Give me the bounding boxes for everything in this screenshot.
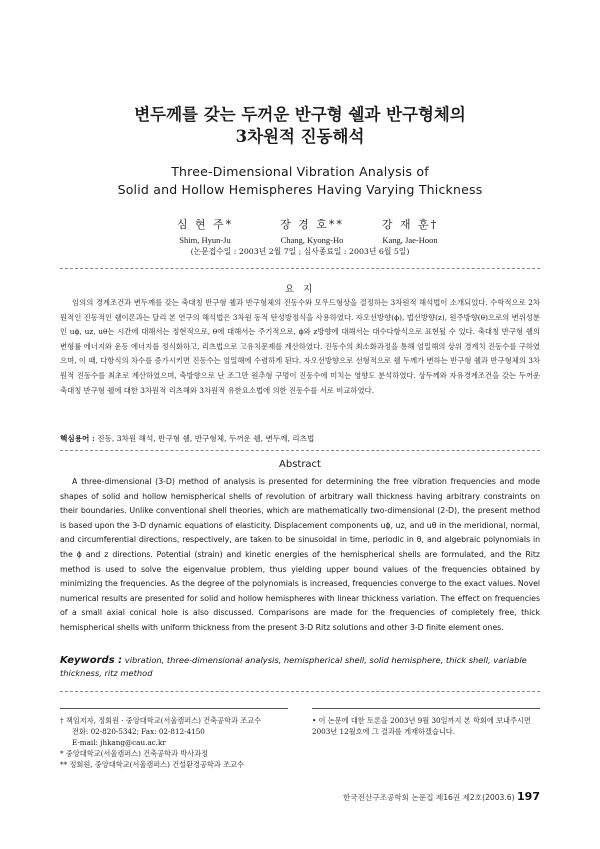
- keywords-korean-list: 진동, 3차원 해석, 반구형 쉘, 반구형체, 두꺼운 쉘, 변두께, 리츠법: [97, 434, 315, 443]
- footnote-corresponding-author: † 책임저자, 정회원 · 중앙대학교(서울캠퍼스) 건축공학과 조교수: [60, 716, 262, 725]
- journal-name: 한국전산구조공학회 논문집 제16권 제2호(2003.6): [343, 793, 515, 802]
- keywords-english-list: vibration, three-dimensional analysis, hemispherical shell, solid hemisphere, thick shell, variable thickness, ritz method: [60, 655, 527, 678]
- abstract-korean-heading: 요 지: [284, 284, 316, 295]
- author-footnotes: [60, 715, 290, 770]
- abstract-english-body: A three-dimensional (3-D) method of analysis is presented for determining the free vibration frequencies and mode shapes of solid and hollow hemispherical shells of revolution of arbitrary wall thickness having arbitrary constraints on their boundaries. Unlike conventional shell theories, which are mathematically two-dimensional (2-D), the present method is based upon the 3-D dynamic equations of elasticity. Displacement components uϕ, uz, and uθ in the meridional, normal, and circumferential directions, respectively, are taken to be sinusoidal in time, periodic in θ, and algebraic polynomials in the ϕ and z directions. Potential (strain) and kinetic energies of the hemispherical shells are formulated, and the Ritz method is used to solve the eigenvalue problem, thus yielding upper bound values of the frequencies obtained by minimizing the frequencies. As the degree of the polynomials is increased, frequencies converge to the exact values. Novel numerical results are presented for solid and hollow hemispheres with linear thickness variation. The effect on frequencies of a small axial conical hole is also discussed. Comparisons are made for the frequencies of completely free, thick hemispherical shells with uniform thickness from the present 3-D Ritz solutions and other 3-D finite element ones.: [60, 477, 540, 632]
- page-number: 197: [517, 790, 540, 803]
- author-3-korean: 강 재 훈†: [381, 218, 439, 231]
- title-english-line-2: Solid and Hollow Hemispheres Having Varying Thickness: [117, 182, 483, 197]
- title-korean-line-2: 3차원적 진동해석: [235, 127, 365, 146]
- abstract-korean-body: 임의의 경계조건과 변두께를 갖는 축대칭 반구형 쉘과 반구형체의 진동수와 모우드형상을 결정하는 3차원적 해석법이 소개되었다. 수학적으로 2차원적인 진동적인 쉘이론과는 달리 본 연구의 해석법은 3차원 동적 탄성방정식을 사용하였다. 자오선방향(ϕ), 법선방향(z), 원주방향(θ)으로의 변위성분인 uϕ, uz, uθ는 시간에 대해서는 정현적으로, θ에 대해서는 주기적으로, ϕ와 z방향에 대해서는 대수다항식으로 표현될 수 있다. 축대칭 반구형 쉘의 변형률 에너지와 운동 에너지를 정식화하고, 리츠법으로 고유치문제를 계산하였다. 진동수의 최소화과정을 통해 엄밀해의 상위 경계치 진동수를 구하였으며, 이 때, 다항식의 차수를 증가시키면 진동수는 엄밀해에 수렴하게 된다. 자오선방향으로 선형적으로 쉘 두께가 변하는 반구형 쉘과 반구형체의 3차원적 진동수를 최초로 계산하였으며, 축방향으로 난 조그만 원추형 구멍이 진동수에 미치는 영향도 분석하였다. 상두께와 자유경계조건을 갖는 두꺼운 축대칭 반구형 쉘에 대한 3차원적 리츠해와 3차원적 유한요소법에 의한 진동수를 서로 비교하였다.: [60, 298, 540, 395]
- keywords-english-label: Keywords :: [60, 655, 123, 666]
- author-3: [360, 216, 460, 245]
- footnote-author-1: * 중앙대학교(서울캠퍼스) 건축공학과 박사과정: [60, 749, 208, 758]
- footnote-email: E-mail: jhkang@cau.ac.kr: [72, 738, 166, 747]
- title-korean-line-1: 변두께를 갖는 두꺼운 반구형 쉘과 반구형체의: [134, 105, 466, 124]
- footnote-phone-fax: 전화: 02-820-5342; Fax: 02-812-4150: [72, 727, 205, 736]
- footnote-author-2: ** 정회원, 중앙대학교(서울캠퍼스) 건설환경공학과 조교수: [60, 760, 244, 769]
- title-english-line-1: Three-Dimensional Vibration Analysis of: [171, 164, 429, 179]
- divider: [60, 691, 540, 692]
- author-2-korean: 장 경 호**: [280, 218, 344, 231]
- divider: [60, 450, 540, 451]
- abstract-english-heading: Abstract: [279, 459, 321, 470]
- divider: [60, 268, 540, 269]
- submission-dates: (논문접수일 : 2003년 2월 7일 ; 심사종료일 : 2003년 6월 5일): [190, 247, 410, 256]
- title-english: [0, 163, 600, 199]
- footnote-rule-right: [312, 708, 540, 709]
- author-1: [155, 216, 255, 245]
- keywords-korean-label: 핵심용어 :: [60, 434, 95, 443]
- author-1-english: Shim, Hyun-Ju: [179, 235, 231, 245]
- author-3-english: Kang, Jae-Hoon: [382, 235, 438, 245]
- author-1-korean: 심 현 주*: [176, 218, 234, 231]
- author-2-english: Chang, Kyong-Ho: [280, 235, 344, 245]
- title-korean: [0, 104, 600, 148]
- discussion-notice: • 이 논문에 대한 토론을 2003년 9월 30일까지 본 학회에 보내주시면 2003년 12월호에 그 결과를 게재하겠습니다.: [312, 716, 531, 736]
- footnote-rule-left: [60, 708, 288, 709]
- author-2: [262, 216, 362, 245]
- keywords-english: [60, 654, 540, 680]
- keywords-korean: [60, 433, 540, 444]
- page-footer: [343, 790, 540, 803]
